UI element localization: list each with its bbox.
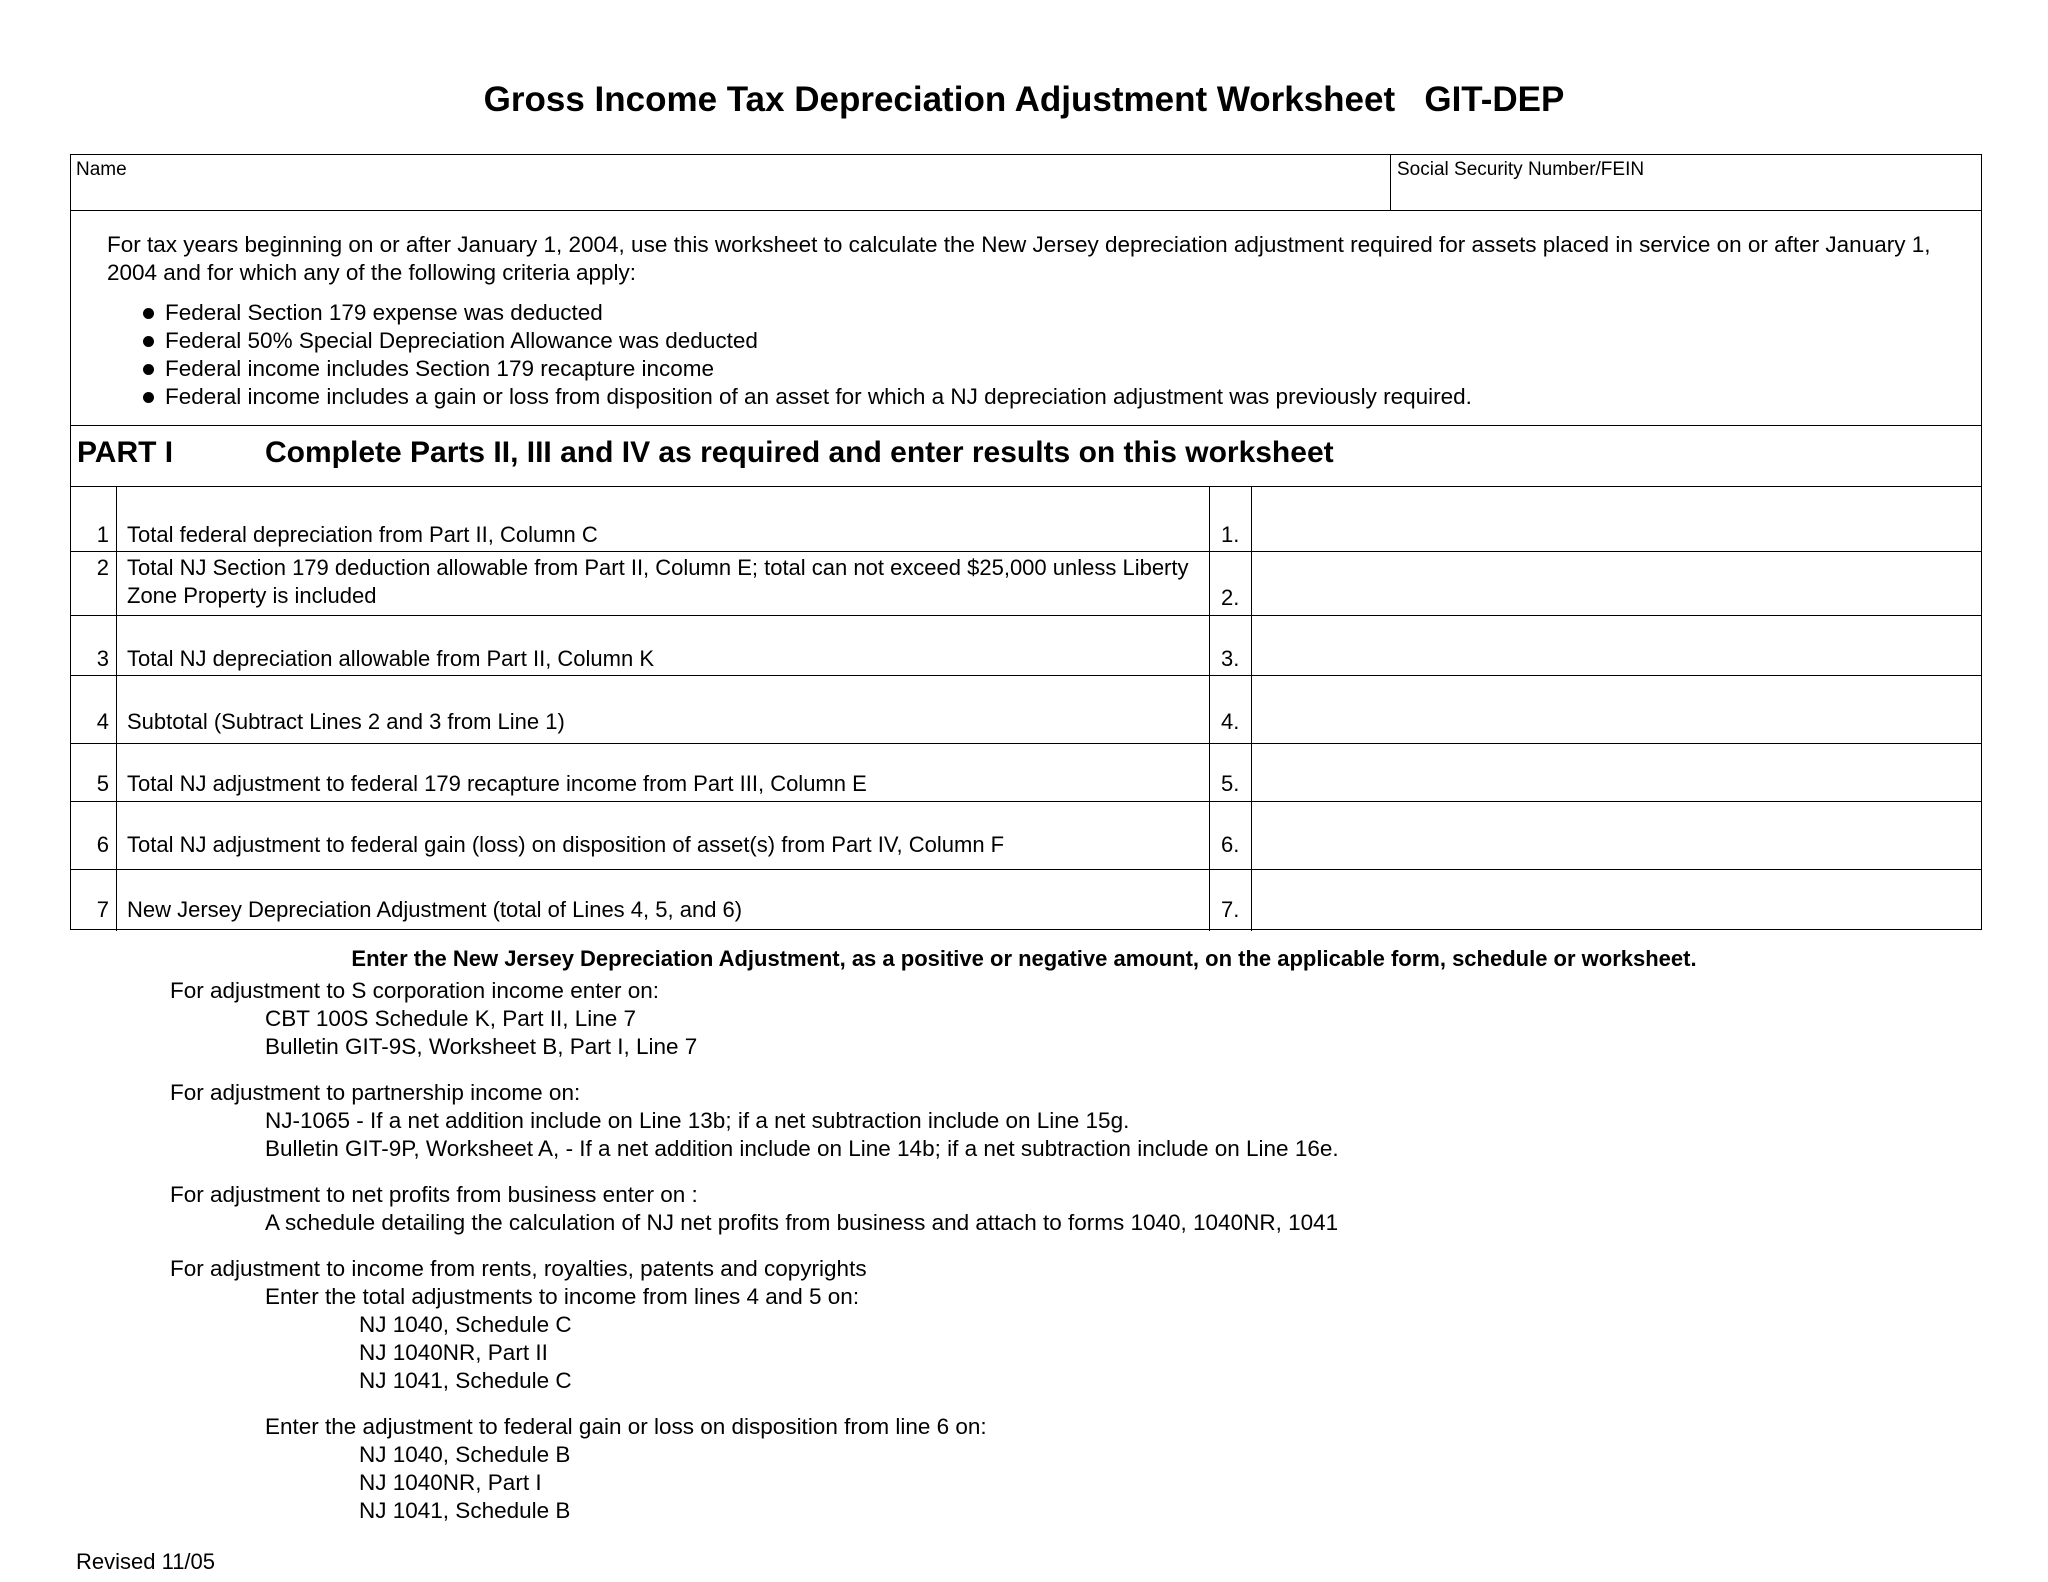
part-title: Complete Parts II, III and IV as required and enter results on this worksheet: [265, 436, 1334, 469]
line-description: Total NJ adjustment to federal gain (loss) on disposition of asset(s) from Part IV, Column F: [127, 832, 1005, 857]
instruction-item: Bulletin GIT-9P, Worksheet A, - If a net addition include on Line 14b; if a net subtraction include on Line 16e.: [265, 1136, 1339, 1161]
instruction-item: NJ 1041, Schedule C: [359, 1368, 572, 1393]
line-5-amount[interactable]: [1257, 755, 1971, 797]
line-description: Subtotal (Subtract Lines 2 and 3 from Line 1): [127, 709, 565, 734]
line-ref: 4.: [1221, 709, 1240, 734]
criteria-item: Federal income includes Section 179 recapture income: [143, 355, 1472, 383]
line-number: 7: [96, 897, 109, 922]
instruction-item: NJ 1040, Schedule B: [359, 1442, 571, 1467]
form-id: GIT-DEP: [1424, 80, 1565, 119]
instruction-lead: For adjustment to income from rents, royalties, patents and copyrights: [170, 1256, 867, 1281]
divider: [71, 425, 1981, 426]
instruction-item: A schedule detailing the calculation of NJ net profits from business and attach to forms 1040, 1040NR, 1041: [265, 1210, 1339, 1235]
line-row: [71, 801, 1981, 869]
instruction-sublead: Enter the total adjustments to income from lines 4 and 5 on:: [265, 1284, 860, 1309]
bullet-icon: [143, 336, 154, 347]
line-6-amount[interactable]: [1257, 819, 1971, 861]
line-2-amount[interactable]: [1257, 569, 1971, 611]
divider: [71, 210, 1981, 211]
line-description: Total federal depreciation from Part II, Column C: [127, 522, 598, 547]
page-title: [0, 80, 2048, 120]
name-label: Name: [76, 159, 127, 180]
line-ref: 3.: [1221, 646, 1240, 671]
line-number: 3: [96, 646, 109, 671]
revision-note: Revised 11/05: [76, 1549, 216, 1574]
line-4-amount[interactable]: [1257, 695, 1971, 737]
line-1-amount[interactable]: [1257, 506, 1971, 548]
bullet-icon: [143, 392, 154, 403]
line-ref: 5.: [1221, 771, 1240, 796]
instruction-sublead: Enter the adjustment to federal gain or loss on disposition from line 6 on:: [265, 1414, 987, 1439]
line-number: 6: [96, 832, 109, 857]
instruction-item: CBT 100S Schedule K, Part II, Line 7: [265, 1006, 637, 1031]
instruction-item: NJ 1040NR, Part II: [359, 1340, 548, 1365]
criteria-item: Federal income includes a gain or loss from disposition of an asset for which a NJ depreciation adjustment was previously required.: [143, 383, 1472, 411]
line-ref: 6.: [1221, 832, 1240, 857]
instruction-item: NJ 1041, Schedule B: [359, 1498, 571, 1523]
instruction-item: NJ 1040NR, Part I: [359, 1470, 542, 1495]
line-number: 1: [96, 522, 109, 547]
line-description: Total NJ depreciation allowable from Part II, Column K: [127, 646, 655, 671]
line-description: Total NJ Section 179 deduction allowable from Part II, Column E; total can not exceed $25,000 unless Liberty Zone Property is included: [127, 555, 1189, 608]
name-field[interactable]: [76, 181, 1380, 209]
worksheet-form: [70, 154, 1982, 930]
line-description: New Jersey Depreciation Adjustment (total of Lines 4, 5, and 6): [127, 897, 743, 922]
line-number: 5: [96, 771, 109, 796]
line-description: Total NJ adjustment to federal 179 recapture income from Part III, Column E: [127, 771, 867, 796]
line-ref: 7.: [1221, 897, 1240, 922]
line-row: [71, 551, 1981, 615]
intro-text: For tax years beginning on or after January 1, 2004, use this worksheet to calculate the New Jersey depreciation adjustment required for assets placed in service on or after January 1, 2004 and for which any of the following criteria apply:: [107, 232, 1931, 285]
id-divider: [1390, 155, 1391, 210]
part-label: PART I: [77, 436, 174, 469]
line-number: 2: [96, 555, 109, 580]
instruction-lead: For adjustment to partnership income on:: [170, 1080, 581, 1105]
line-number: 4: [96, 709, 109, 734]
line-row: [71, 869, 1981, 929]
instruction-lead: For adjustment to net profits from business enter on :: [170, 1182, 698, 1207]
title-text: Gross Income Tax Depreciation Adjustment Worksheet: [483, 80, 1396, 119]
ssn-field[interactable]: [1397, 181, 1976, 209]
bullet-icon: [143, 308, 154, 319]
bullet-icon: [143, 364, 154, 375]
criteria-item: Federal Section 179 expense was deducted: [143, 299, 1472, 327]
line-row: [71, 675, 1981, 743]
line-ref: 1.: [1221, 522, 1240, 547]
line-row: [71, 615, 1981, 675]
line-7-amount[interactable]: [1257, 881, 1971, 923]
criteria-list: [143, 299, 1472, 411]
line-3-amount[interactable]: [1257, 631, 1971, 673]
instruction-item: NJ 1040, Schedule C: [359, 1312, 572, 1337]
ssn-label: Social Security Number/FEIN: [1397, 159, 1645, 180]
line-row: [71, 743, 1981, 801]
instruction-item: Bulletin GIT-9S, Worksheet B, Part I, Line 7: [265, 1034, 698, 1059]
instructions-heading: Enter the New Jersey Depreciation Adjustment, as a positive or negative amount, on the applicable form, schedule or worksheet.: [351, 946, 1697, 971]
line-ref: 2.: [1221, 585, 1240, 610]
instruction-item: NJ-1065 - If a net addition include on Line 13b; if a net subtraction include on Line 15g.: [265, 1108, 1130, 1133]
instruction-lead: For adjustment to S corporation income enter on:: [170, 978, 660, 1003]
criteria-item: Federal 50% Special Depreciation Allowance was deducted: [143, 327, 1472, 355]
line-row: [71, 486, 1981, 551]
